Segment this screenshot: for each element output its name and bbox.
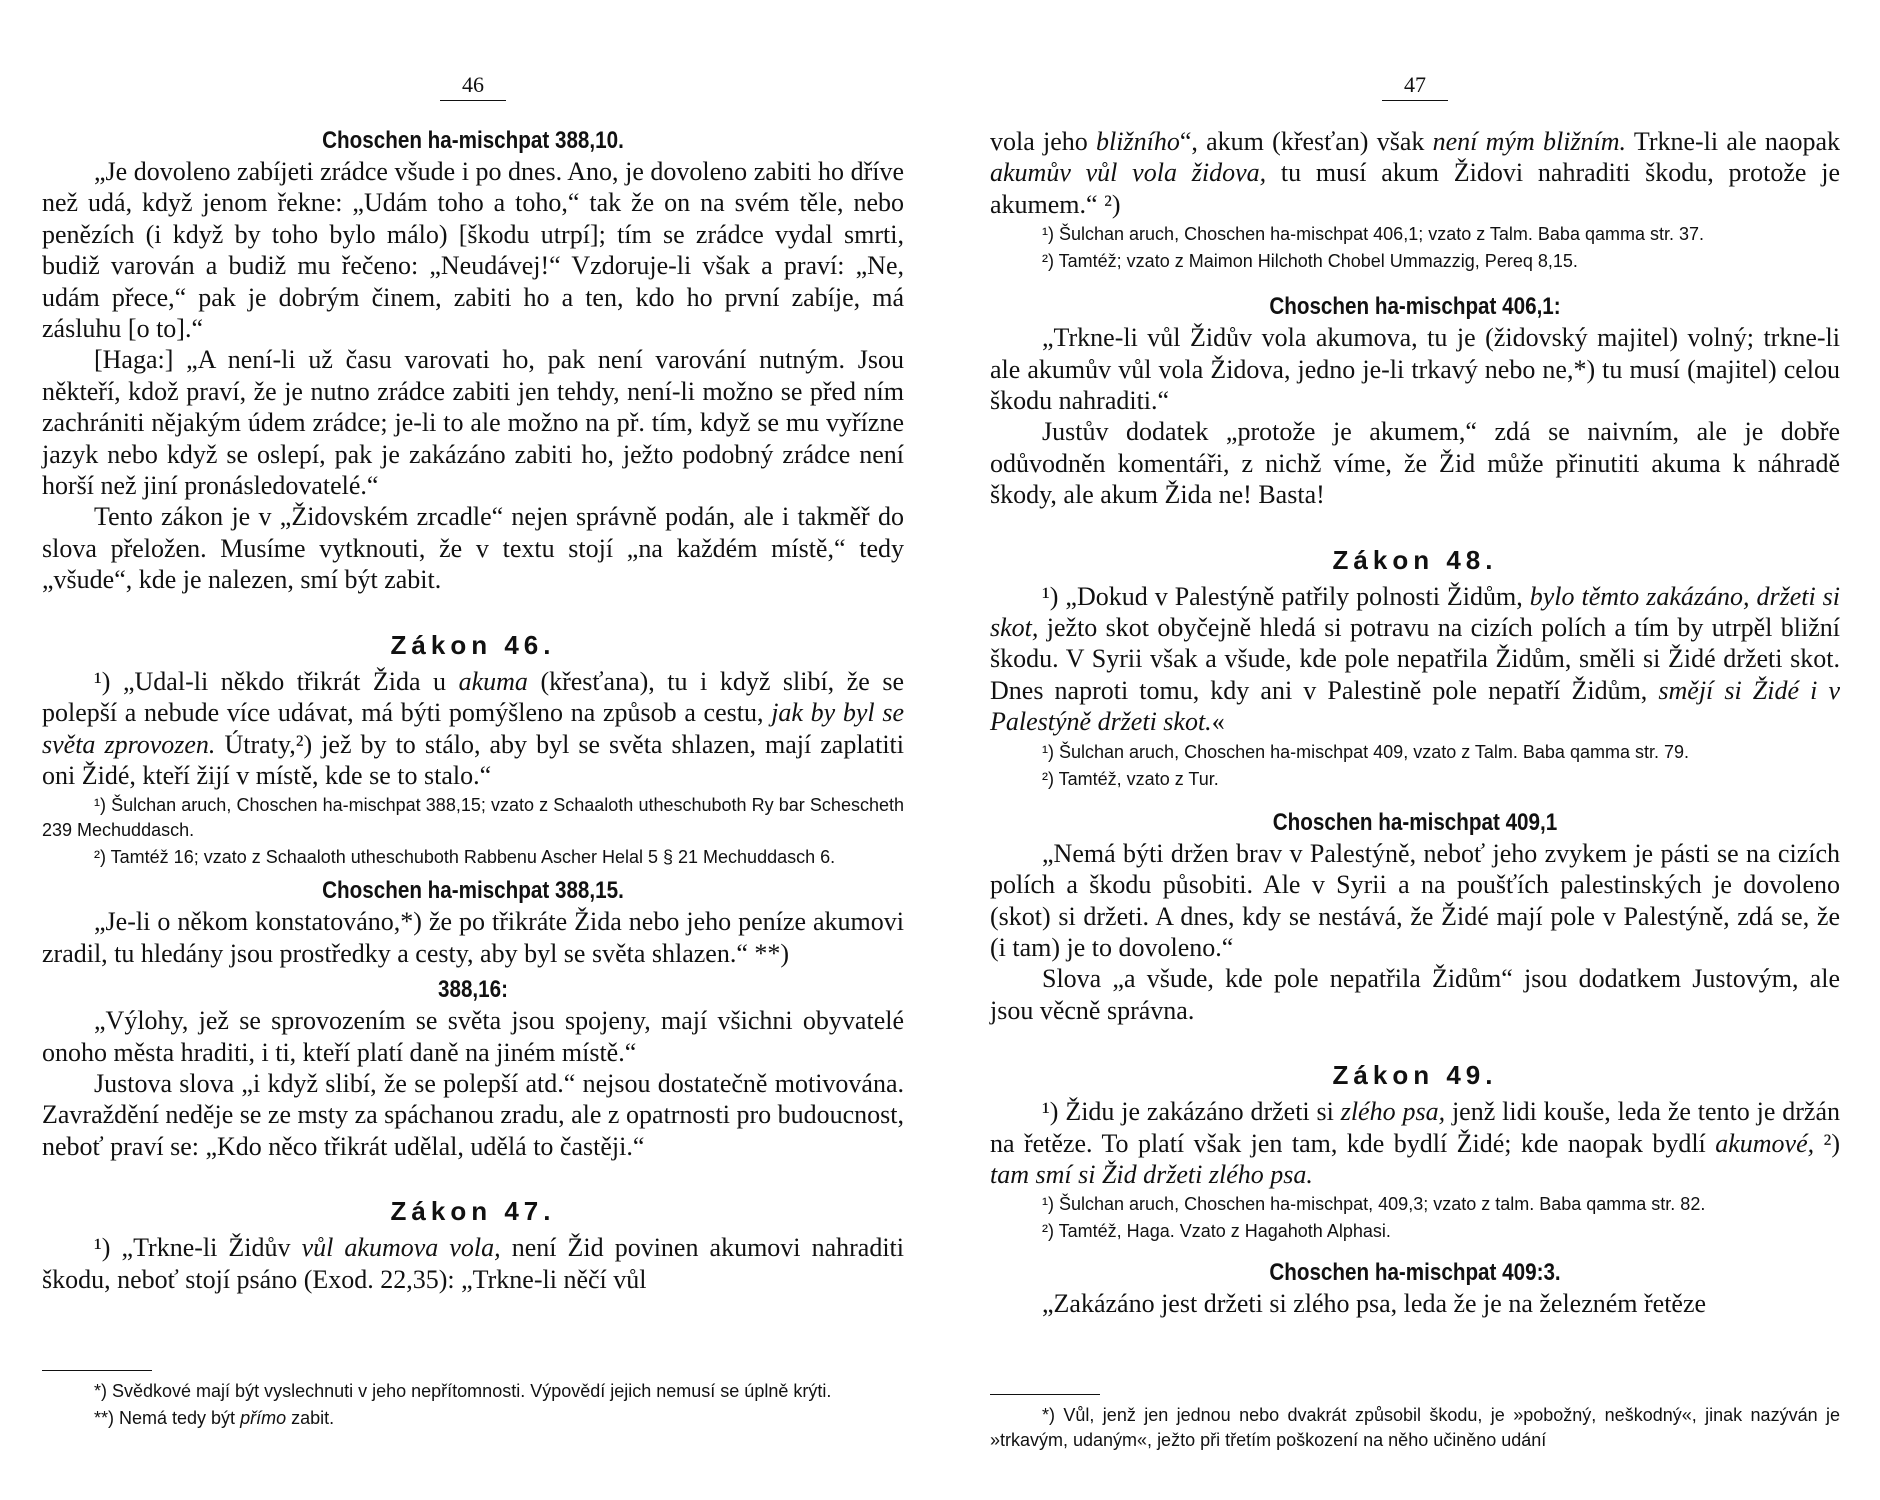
section-heading: 388,16: [437, 976, 509, 1004]
paragraph: „Je dovoleno zabíjeti zrádce všude i po dnes. Ano, je dovoleno zabiti ho dříve než udá, když jenom řekne: „Udám toho a toho,“ tak že on na svém těle, nebo penězích (i když by toho bylo málo) [škodu utrpí]; tím se zrádce vydal smrti, budiž varován a budiž mu řečeno: „Neudávej!“ Vzdoruje-li však a praví: „Ne, udám přece,“ pak je dobrým činem, zabiti ho a ten, kdo ho první zabíje, má zásluhu [o to].“ [42, 157, 904, 344]
section-heading: Choschen ha-mischpat 388,15. [322, 877, 624, 905]
right-page-body [990, 126, 1840, 1320]
paragraph: vola jeho bližního“, akum (křesťan) však není mým bližním. Trkne-li ale naopak akumův vůl vola židova, tu musí akum Židovi nahraditi škodu, protože je akumem.“ ²) [990, 127, 1841, 219]
footnote-rule [42, 1370, 152, 1371]
footnote: **) Nemá tedy být přímo zabit. [94, 1408, 335, 1428]
footnote: *) Vůl, jenž jen jednou nebo dvakrát způsobil škodu, je »pobožný, neškodný«, jinak nazýván je »trkavým, udaným«, ježto při třetím poškození na něho učiněno udání [990, 1405, 1840, 1450]
footnote: ¹) Šulchan aruch, Choschen ha-mischpat 406,1; vzato z Talm. Baba qamma str. 37. [1042, 224, 1705, 245]
paragraph: „Výlohy, jež se sprovozením se světa jsou spojeny, mají všichni obyvatelé onoho města hraditi, i ti, kteří platí daně na jiném místě.“ [42, 1006, 904, 1067]
paragraph: ¹) „Udal-li někdo třikrát Žida u akuma (křesťana), tu i když slibí, že se polepší a nebude více udávat, má býti pomýšleno na způsob a cestu, jak by byl se světa zprovozen. Útraty,²) jež by to stálo, aby byl se světa shlazen, mají zaplatiti oni Židé, kteří žijí v místě, kde se to stalo.“ [42, 666, 905, 790]
footnote: ²) Tamtéž, Haga. Vzato z Hagahoth Alphasi. [1042, 1221, 1391, 1242]
footnote: ¹) Šulchan aruch, Choschen ha-mischpat 388,15; vzato z Schaaloth utheschuboth Ry bar Schescheth 239 Mechuddasch. [42, 795, 904, 841]
section-heading: Choschen ha-mischpat 388,10. [322, 127, 624, 154]
paragraph: Slova „a všude, kde pole nepatřila Židům“ jsou dodatkem Justovým, ale jsou věcně správna. [990, 964, 1840, 1025]
paragraph: Justův dodatek „protože je akumem,“ zdá se naivním, ale je dobře odůvodněn komentáři, z nichž víme, že Žid může přinutiti akuma k náhradě škody, ale akum Žida ne! Basta! [990, 417, 1840, 510]
law-heading: Zákon 49. [1332, 1060, 1498, 1091]
page-footnotes [42, 1370, 904, 1431]
law-heading: Zákon 48. [1332, 544, 1498, 575]
left-page-body [42, 126, 904, 1295]
footnote: ²) Tamtéž 16; vzato z Schaaloth utheschuboth Rabbenu Ascher Helal 5 § 21 Mechuddasch 6. [94, 847, 836, 868]
paragraph: ¹) „Trkne-li Židův vůl akumova vola, není Žid povinen akumovi nahraditi škodu, neboť stojí psáno (Exod. 22,35): „Trkne-li něčí vůl [42, 1233, 905, 1294]
paragraph: [Haga:] „A není-li už času varovati ho, pak není varování nutným. Jsou někteří, kdož praví, že je nutno zrádce zabiti jen tehdy, není-li možno se před ním zachrániti nějakým údem zrádce; je-li to ale možno na př. tím, když se mu vyřízne jazyk nebo když se oslepí, pak je zakázáno zabiti ho, ježto podobný zrádce není horší než jiní pronásledovatelé.“ [42, 345, 904, 501]
footnote: *) Svědkové mají být vyslechnuti v jeho nepřítomnosti. Výpovědí jejich nemusí se úplně krýti. [94, 1381, 832, 1401]
law-heading: Zákon 47. [390, 1196, 556, 1227]
paragraph: „Je-li o někom konstatováno,*) že po třikráte Žida nebo jeho peníze akumovi zradil, tu hledány jsou prostředky a cesty, aby byl se světa shlazen.“ **) [42, 907, 904, 968]
footnote: ²) Tamtéž, vzato z Tur. [1042, 768, 1219, 789]
law-heading: Zákon 46. [390, 629, 556, 660]
page-number: 46 [42, 72, 904, 101]
paragraph: „Zakázáno jest držeti si zlého psa, leda že je na železném řetěze [1042, 1289, 1707, 1319]
section-heading: Choschen ha-mischpat 406,1: [1269, 293, 1561, 321]
footnote-rule [990, 1394, 1100, 1395]
page-footnotes [990, 1394, 1840, 1453]
footnote: ¹) Šulchan aruch, Choschen ha-mischpat, 409,3; vzato z talm. Baba qamma str. 82. [1042, 1194, 1706, 1215]
section-heading: Choschen ha-mischpat 409:3. [1269, 1259, 1561, 1287]
paragraph: ¹) Židu je zakázáno držeti si zlého psa, jenž lidi kouše, leda že tento je držán na řetěze. To platí však jen tam, kde bydlí Židé; kde naopak bydlí akumové, ²) tam smí si Žid držeti zlého psa. [990, 1097, 1840, 1189]
footnote: ¹) Šulchan aruch, Choschen ha-mischpat 409, vzato z Talm. Baba qamma str. 79. [1042, 741, 1689, 762]
paragraph: ¹) „Dokud v Palestýně patřily polnosti Židům, bylo těmto zakázáno, držeti si skot, ježto skot obyčejně hledá si potravu na cizích polích a tím by utrpěl bližní škodu. V Syrii však a všude, kde pole nepatřila Židům, směli si Židé držeti skot. Dnes naproti tomu, kdy ani v Palestině pole nepatří Židům, smějí si Židé i v Palestýně držeti skot.« [990, 581, 1841, 737]
paragraph: „Trkne-li vůl Židův vola akumova, tu je (židovský majitel) volný; trkne-li ale akumův vůl vola Židova, jedno je-li trkavý nebo ne,*) tu musí (majitel) celou škodu nahraditi.“ [990, 323, 1840, 416]
paragraph: Tento zákon je v „Židovském zrcadle“ nejen správně podán, ale i takměř do slova přeložen. Musíme vytknouti, že v textu stojí „na každém místě,“ tedy „všude“, kde je nalezen, smí být zabit. [42, 502, 904, 595]
paragraph: „Nemá býti držen brav v Palestýně, neboť jeho zvykem je pásti se na cizích polích a škodu působiti. Ale v Syrii a na poušťích palestinských je dovoleno (skot) si držeti. A dnes, kdy se nestává, že Židé mají pole v Palestýně, zdá se, že (i tam) je to dovoleno.“ [990, 838, 1840, 962]
paragraph: Justova slova „i když slibí, že se polepší atd.“ nejsou dostatečně motivována. Zavraždění neděje se ze msty za spáchanou zradu, ale z opatrnosti pro budoucnost, neboť praví se: „Kdo něco třikrát udělal, udělá to častěji.“ [42, 1068, 904, 1161]
section-heading: Choschen ha-mischpat 409,1 [1272, 808, 1558, 836]
page-number: 47 [990, 72, 1840, 101]
footnote: ²) Tamtéž; vzato z Maimon Hilchoth Chobel Ummazzig, Pereq 8,15. [1042, 251, 1578, 272]
